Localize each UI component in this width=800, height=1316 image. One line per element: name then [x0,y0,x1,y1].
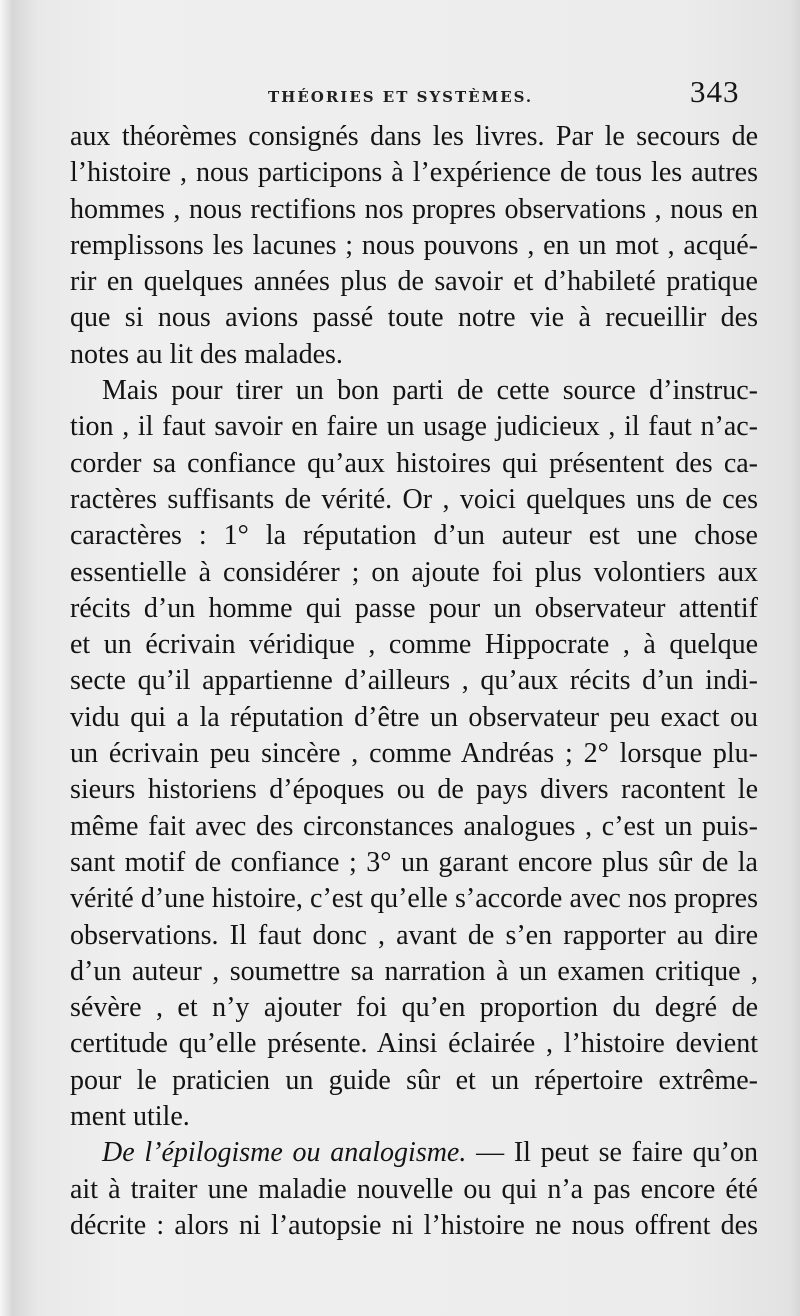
text-line: que si nous avions passé toute notre vie à recueillir des [70,302,758,334]
text-line: sévère , et n’y ajouter foi qu’en proportion du degré de [70,992,758,1024]
text-line: sant motif de confiance ; 3° un garant encore plus sûr de la [70,846,758,878]
paragraph-first-line: Mais pour tirer un bon parti de cette source d’instruc- [102,375,758,407]
text-line: hommes , nous rectifions nos propres observations , nous en [70,193,758,225]
text-line: même fait avec des circonstances analogues , c’est un puis- [70,810,758,842]
text-line: ait à traiter une maladie nouvelle ou qui n’a pas encore été [70,1173,758,1205]
text-line: et un écrivain véridique , comme Hippocrate , à quelque [70,629,758,661]
text-line: récits d’un homme qui passe pour un observateur attentif [70,592,758,624]
text-line: certitude qu’elle présente. Ainsi éclairée , l’histoire devient [70,1028,758,1060]
text-line: décrite : alors ni l’autopsie ni l’histoire ne nous offrent des [70,1209,758,1241]
text-line: sieurs historiens d’époques ou de pays divers racontent le [70,774,758,806]
text-line: d’un auteur , soumettre sa narration à un examen critique , [70,955,758,987]
text-line: aux théorèmes consignés dans les livres. Par le secours de [70,121,758,152]
text-line: vérité d’une histoire, c’est qu’elle s’accorde avec nos propres [70,883,758,915]
text-line: ractères suffisants de vérité. Or , voici quelques uns de ces [70,483,758,515]
text-line: un écrivain peu sincère , comme Andréas ; 2° lorsque plu- [70,738,758,770]
text-line: notes au lit des malades. [70,338,343,370]
text-line: rir en quelques années plus de savoir et d’habileté pratique [70,266,758,298]
text-line: secte qu’il appartienne d’ailleurs , qu’aux récits d’un indi- [70,665,758,697]
text-line: tion , il faut savoir en faire un usage judicieux , il faut n’ac- [70,411,758,443]
section-heading-continuation: — Il peut se faire qu’on [466,1137,758,1169]
text-line: essentielle à considérer ; on ajoute foi plus volontiers aux [70,556,758,588]
page-header [0,74,800,114]
text-line: corder sa confiance qu’aux histoires qui présentent des ca- [70,447,758,479]
text-line: pour le praticien un guide sûr et un répertoire extrême- [70,1064,758,1096]
section-heading: De l’épilogisme ou analogisme. [102,1137,467,1169]
text-line: vidu qui a la réputation d’être un observateur peu exact ou [70,701,758,733]
running-title: THÉORIES ET SYSTÈMES. [268,88,534,106]
page-number: 343 [690,74,740,109]
text-line: l’histoire , nous participons à l’expérience de tous les autres [70,157,758,189]
text-line: caractères : 1° la réputation d’un auteur est une chose [70,520,758,552]
text-line: remplissons les lacunes ; nous pouvons , en un mot , acqué- [70,229,758,261]
text-line: ment utile. [70,1101,190,1133]
text-line: observations. Il faut donc , avant de s’en rapporter au dire [70,919,758,951]
section-first-line [70,1135,758,1171]
body-text [70,119,758,1244]
page-edge [0,0,12,1316]
